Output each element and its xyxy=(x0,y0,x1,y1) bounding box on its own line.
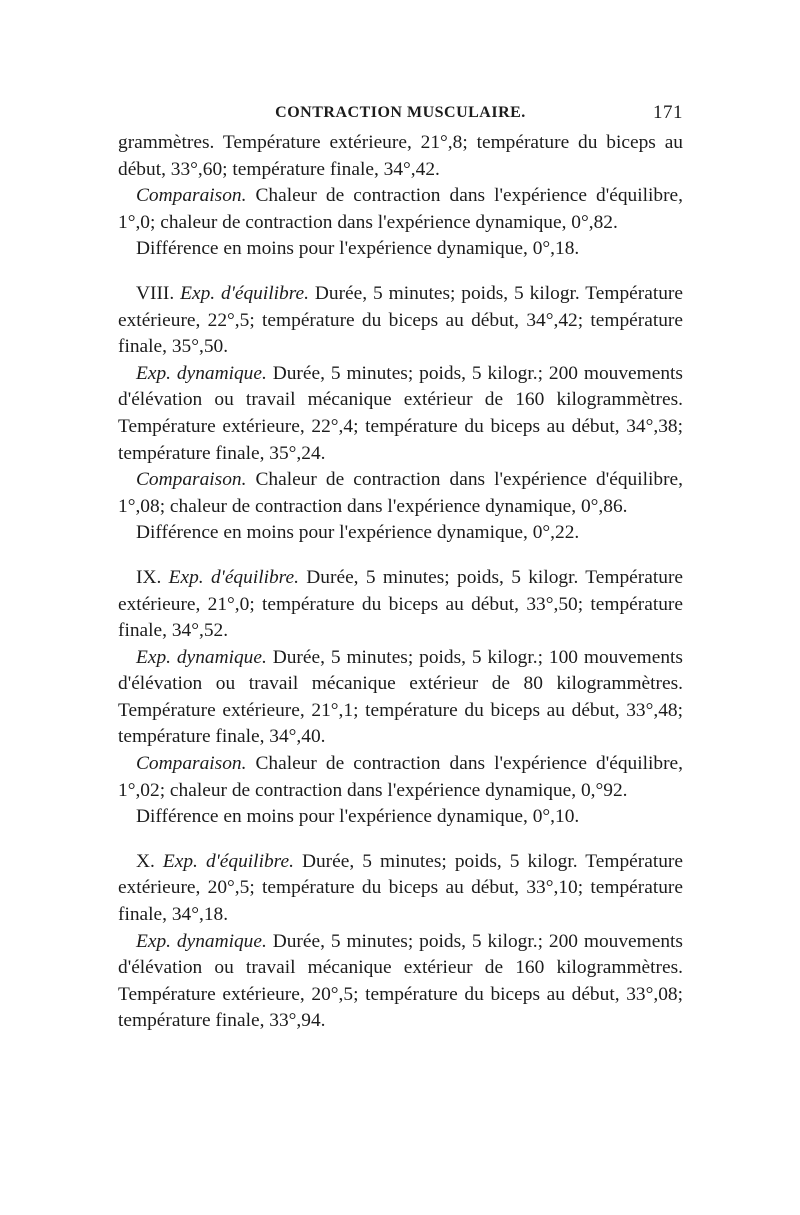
paragraph-text: Chaleur de contraction dans l'expérience d'équilibre, 1°,08; chaleur de contraction dans l'expérience dynamique, 0°,86. xyxy=(118,469,683,517)
paragraph-text: Durée, 5 minutes; poids, 5 kilogr. Température extérieure, 20°,5; température du biceps au début, 33°,10; température finale, 34°,18. xyxy=(118,850,683,926)
paragraph xyxy=(118,236,683,263)
page-number: 171 xyxy=(653,102,683,123)
paragraph-text: Différence en moins pour l'expérience dynamique, 0°,22. xyxy=(136,522,580,544)
paragraph xyxy=(118,361,683,467)
paragraph xyxy=(118,849,683,929)
paragraph xyxy=(118,281,683,361)
paragraph-text: Durée, 5 minutes; poids, 5 kilogr. Température extérieure, 21°,0; température du biceps au début, 33°,50; température finale, 34°,52. xyxy=(118,566,684,642)
paragraph xyxy=(118,645,683,751)
paragraph-text: Différence en moins pour l'expérience dynamique, 0°,10. xyxy=(136,806,580,828)
paragraph xyxy=(118,183,683,236)
paragraph-text: Durée, 5 minutes; poids, 5 kilogr.; 200 mouvements d'élévation ou travail mécanique extérieur de 160 kilogrammètres. Température extérieure, 22°,4; température du biceps au début, 34°,38; température finale, 35°,24. xyxy=(118,362,683,464)
paragraph-label: Comparaison. xyxy=(136,469,247,491)
paragraph-text: Durée, 5 minutes; poids, 5 kilogr. Température extérieure, 22°,5; température du biceps au début, 34°,42; température finale, 35°,50. xyxy=(118,282,683,358)
paragraph xyxy=(118,467,683,520)
paragraph-text: grammètres. Température extérieure, 21°,8; température du biceps au début, 33°,60; température finale, 34°,42. xyxy=(118,132,683,180)
paragraph-label: Exp. d'équilibre. xyxy=(162,850,294,872)
paragraph xyxy=(118,804,683,831)
paragraph-label: Exp. d'équilibre. xyxy=(168,566,299,588)
running-head xyxy=(118,100,683,124)
paragraph-text: Durée, 5 minutes; poids, 5 kilogr.; 200 mouvements d'élévation ou travail mécanique extérieur de 160 kilogrammètres. Température extérieure, 20°,5; température du biceps au début, 33°,08; température finale, 33°,94. xyxy=(118,930,683,1032)
paragraph-label: Exp. d'équilibre. xyxy=(180,282,309,304)
paragraph xyxy=(118,565,683,645)
paragraph xyxy=(118,130,683,183)
paragraph xyxy=(118,520,683,547)
paragraph xyxy=(118,751,683,804)
paragraph xyxy=(118,929,683,1035)
paragraph-label: Comparaison. xyxy=(136,185,247,207)
paragraph-prefix: VIII. xyxy=(136,282,181,304)
paragraph-label: Exp. dynamique. xyxy=(136,646,267,668)
paragraph-label: Exp. dynamique. xyxy=(136,930,267,952)
paragraph-label: Comparaison. xyxy=(136,753,247,775)
paragraph-text: Différence en moins pour l'expérience dynamique, 0°,18. xyxy=(136,238,580,260)
paragraph-prefix: IX. xyxy=(136,566,169,588)
body-text xyxy=(118,130,683,1035)
paragraph-text: Durée, 5 minutes; poids, 5 kilogr.; 100 mouvements d'élévation ou travail mécanique extérieur de 80 kilogrammètres. Température extérieure, 21°,1; température du biceps au début, 33°,48; température finale, 34°,40. xyxy=(118,646,683,748)
chapter-title: CONTRACTION MUSCULAIRE. xyxy=(275,104,526,121)
paragraph-prefix: X. xyxy=(136,850,163,872)
paragraph-text: Chaleur de contraction dans l'expérience d'équilibre, 1°,02; chaleur de contraction dans l'expérience dynamique, 0,°92. xyxy=(118,753,683,801)
paragraph-text: Chaleur de contraction dans l'expérience d'équilibre, 1°,0; chaleur de contraction dans l'expérience dynamique, 0°,82. xyxy=(118,185,683,233)
paragraph-label: Exp. dynamique. xyxy=(136,362,267,384)
